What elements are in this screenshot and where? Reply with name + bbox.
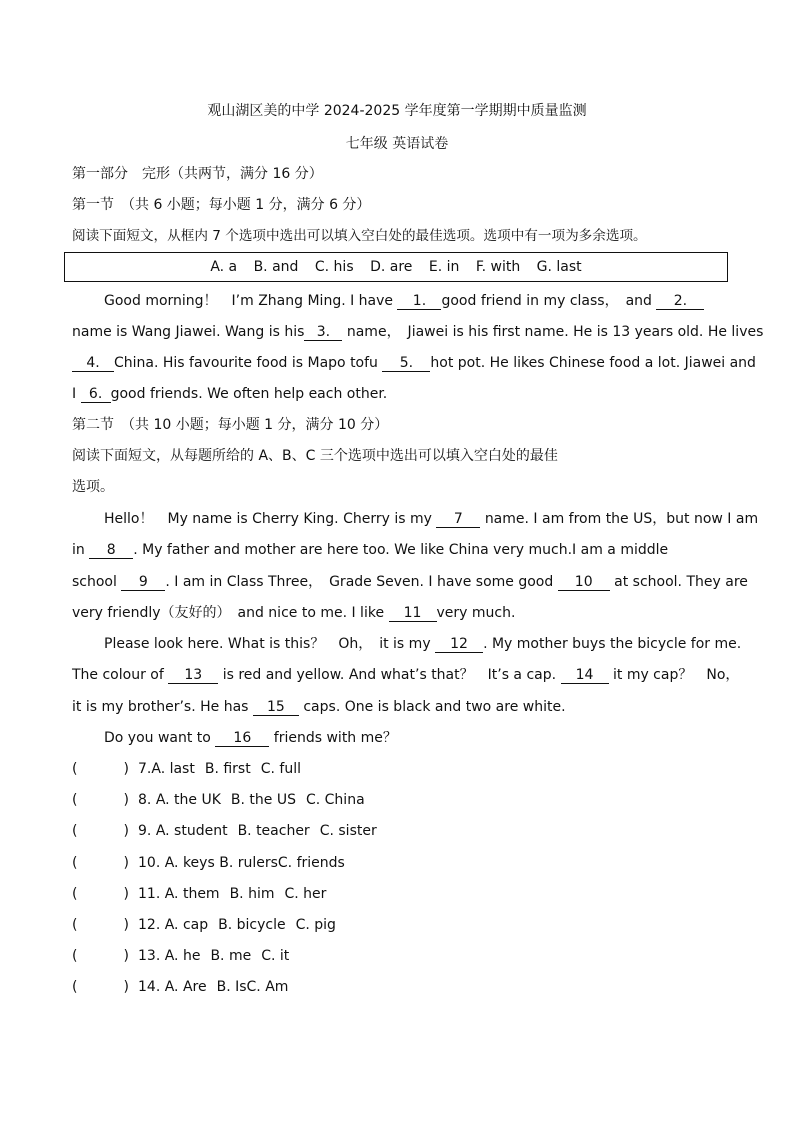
passage2-line3: school 9 . I am in Class Three， Grade Seven. I have some good 10 at school. They are <box>72 574 748 590</box>
exam-subtitle: 七年级 英语试卷 <box>345 136 449 152</box>
answer-bracket[interactable]: ( ) <box>72 948 129 964</box>
passage2-line6: The colour of 13 is red and yellow. And what’s that？ It’s a cap. 14 it my cap？ No， <box>72 667 740 683</box>
answer-bracket[interactable]: ( ) <box>72 979 129 995</box>
answer-bracket[interactable]: ( ) <box>72 792 129 808</box>
blank-13[interactable]: 13 <box>168 667 218 684</box>
answer-bracket[interactable]: ( ) <box>72 917 129 933</box>
passage1-line2: name is Wang Jiawei. Wang is his 3. name， Jiawei is his first name. He is 13 years old. He lives <box>72 324 764 340</box>
section2-instruction: 阅读下面短文，从每题所给的 A、B、C 三个选项中选出可以填入空白处的最佳 <box>72 448 558 464</box>
section2-instruction-cont: 选项。 <box>72 479 114 495</box>
blank-2[interactable]: 2. <box>656 293 704 310</box>
word-option: C. his <box>314 259 354 275</box>
section1-instruction: 阅读下面短文，从框内 7 个选项中选出可以填入空白处的最佳选项。选项中有一项为多余选项。 <box>72 228 647 244</box>
question-item: ( ) 9. A. student B. teacher C. sister <box>72 823 377 839</box>
part1-heading: 第一部分 完形（共两节，满分 16 分） <box>72 166 323 182</box>
question-item: ( ) 8. A. the UK B. the US C. China <box>72 792 365 808</box>
blank-1[interactable]: 1. <box>397 293 441 310</box>
blank-10[interactable]: 10 <box>558 574 610 591</box>
blank-11[interactable]: 11 <box>389 605 437 622</box>
passage2-line1: Hello！ My name is Cherry King. Cherry is my 7 name. I am from the US，but now I am <box>104 511 759 527</box>
blank-16[interactable]: 16 <box>215 730 269 747</box>
answer-bracket[interactable]: ( ) <box>72 761 129 777</box>
blank-9[interactable]: 9 <box>121 574 165 591</box>
blank-12[interactable]: 12 <box>435 636 483 653</box>
word-option: A. a <box>210 259 238 275</box>
blank-14[interactable]: 14 <box>561 667 609 684</box>
word-options-box <box>64 252 728 282</box>
word-option: D. are <box>370 259 413 275</box>
passage2-line4: very friendly（友好的） and nice to me. I like 11 very much. <box>72 605 516 621</box>
answer-bracket[interactable]: ( ) <box>72 823 129 839</box>
question-item: ( ) 12. A. cap B. bicycle C. pig <box>72 917 336 933</box>
answer-bracket[interactable]: ( ) <box>72 855 129 871</box>
blank-4[interactable]: 4. <box>72 355 114 372</box>
passage2-line7: it is my brother’s. He has 15 caps. One is black and two are white. <box>72 699 566 715</box>
passage2-line8: Do you want to 16 friends with me？ <box>104 730 397 746</box>
section1-heading: 第一节 （共 6 小题；每小题 1 分，满分 6 分） <box>72 197 371 213</box>
blank-5[interactable]: 5. <box>382 355 430 372</box>
passage1-line4: I 6. good friends. We often help each other. <box>72 386 388 402</box>
word-option: G. last <box>536 259 582 275</box>
passage1-line1: Good morning！ I’m Zhang Ming. I have 1. good friend in my class， and 2. <box>104 292 704 310</box>
blank-8[interactable]: 8 <box>89 542 133 559</box>
question-item: ( ) 7.A. last B. first C. full <box>72 761 301 777</box>
word-option: E. in <box>428 259 460 275</box>
blank-3[interactable]: 3. <box>304 324 342 341</box>
question-item: ( ) 10. A. keys B. rulersC. friends <box>72 855 345 871</box>
question-item: ( ) 13. A. he B. me C. it <box>72 948 290 964</box>
word-option: F. with <box>475 259 521 275</box>
exam-title: 观山湖区美的中学 2024-2025 学年度第一学期期中质量监测 <box>207 103 587 119</box>
blank-15[interactable]: 15 <box>253 699 299 716</box>
section2-heading: 第二节 （共 10 小题；每小题 1 分，满分 10 分） <box>72 417 389 433</box>
passage2-line2: in 8 . My father and mother are here too. We like China very much.I am a middle <box>72 542 669 558</box>
word-option: B. and <box>253 259 299 275</box>
passage2-line5: Please look here. What is this？ Oh， it is my 12 . My mother buys the bicycle for me. <box>104 636 742 652</box>
question-item: ( ) 14. A. Are B. IsC. Am <box>72 979 289 995</box>
blank-7[interactable]: 7 <box>436 511 480 528</box>
question-item: ( ) 11. A. them B. him C. her <box>72 886 327 902</box>
answer-bracket[interactable]: ( ) <box>72 886 129 902</box>
passage1-line3: 4. China. His favourite food is Mapo tofu 5. hot pot. He likes Chinese food a lot. Jiawei and <box>72 354 756 372</box>
blank-6[interactable]: 6. <box>81 386 111 403</box>
